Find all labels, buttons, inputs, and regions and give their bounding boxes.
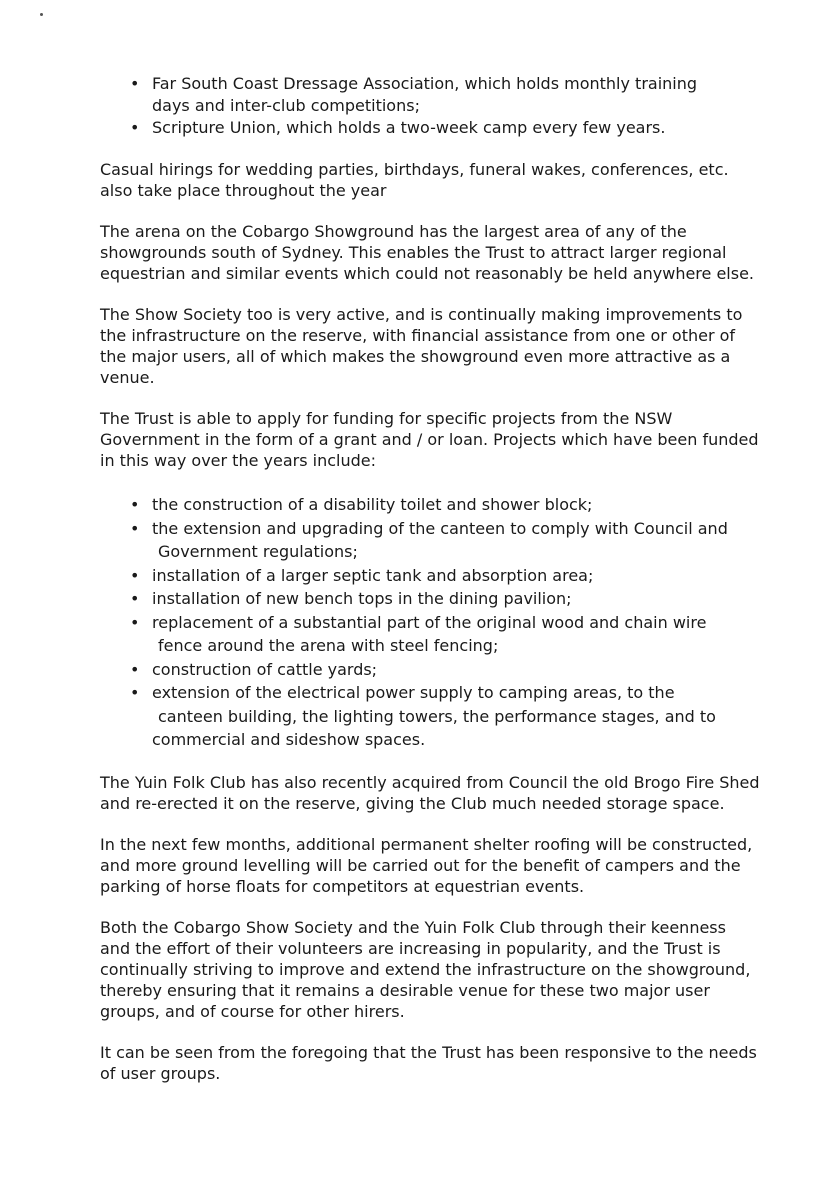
document-body bbox=[100, 73, 760, 1104]
paragraph-conclusion: It can be seen from the foregoing that the Trust has been responsive to the needs of user groups. bbox=[100, 1042, 757, 1083]
list-item-line: installation of new bench tops in the dining pavilion; bbox=[152, 589, 572, 608]
list-item-line: the construction of a disability toilet and shower block; bbox=[152, 495, 593, 514]
list-item bbox=[100, 564, 760, 588]
list-item-line: Far South Coast Dressage Association, which holds monthly training bbox=[152, 74, 698, 93]
list-item-line: days and inter-club competitions; bbox=[152, 96, 420, 115]
paragraph-next-months: In the next few months, additional permanent shelter roofing will be constructed, and more ground levelling will be carried out for the benefit of campers and the parking of horse floats for competitors at equestrian events. bbox=[100, 834, 753, 896]
list-item-line: the extension and upgrading of the canteen to comply with Council and bbox=[152, 518, 728, 538]
list-item bbox=[100, 493, 760, 517]
list-item-line: construction of cattle yards; bbox=[152, 659, 378, 679]
list-item-line: commercial and sideshow spaces. bbox=[152, 730, 426, 749]
list-item bbox=[100, 658, 760, 682]
user-groups-list bbox=[100, 73, 760, 139]
funded-projects-list bbox=[100, 493, 760, 752]
list-item-line: replacement of a substantial part of the original wood and chain wire bbox=[152, 612, 707, 632]
list-item-line: installation of a larger septic tank and absorption area; bbox=[152, 565, 594, 585]
list-item-line: Government regulations; bbox=[158, 542, 358, 561]
paragraph-show-society: The Show Society too is very active, and is continually making improvements to the infrastructure on the reserve, with financial assistance from one or other of the major users, all of which makes the showground even more attractive as a venue. bbox=[100, 305, 743, 387]
paragraph-funding: The Trust is able to apply for funding for specific projects from the NSW Government in the form of a grant and / or loan. Projects which have been funded in this way over the years include: bbox=[100, 409, 759, 470]
paragraph-casual-hirings: Casual hirings for wedding parties, birthdays, funeral wakes, conferences, etc. also take place throughout the year bbox=[100, 160, 729, 200]
list-item-line: canteen building, the lighting towers, the performance stages, and to bbox=[158, 706, 716, 726]
list-item bbox=[100, 587, 760, 611]
list-item bbox=[100, 611, 760, 658]
list-item bbox=[100, 681, 760, 752]
list-item-line: Scripture Union, which holds a two-week camp every few years. bbox=[152, 118, 666, 137]
list-item bbox=[100, 517, 760, 564]
list-item bbox=[100, 73, 760, 117]
list-item bbox=[100, 117, 760, 139]
paragraph-arena: The arena on the Cobargo Showground has the largest area of any of the showgrounds south of Sydney. This enables the Trust to attract larger regional equestrian and similar events which could not reasonably be held anywhere else. bbox=[100, 222, 755, 283]
paragraph-both-groups: Both the Cobargo Show Society and the Yuin Folk Club through their keenness and the effort of their volunteers are increasing in popularity, and the Trust is continually striving to improve and extend the infrastructure on the showground, thereby ensuring that it remains a desirable venue for these two major user groups, and of course for other hirers. bbox=[100, 917, 751, 1021]
list-item-line: extension of the electrical power supply to camping areas, to the bbox=[152, 683, 675, 702]
scan-speck bbox=[40, 13, 43, 16]
list-item-line: fence around the arena with steel fencing; bbox=[158, 636, 499, 655]
paragraph-folk-club: The Yuin Folk Club has also recently acquired from Council the old Brogo Fire Shed and re-erected it on the reserve, giving the Club much needed storage space. bbox=[100, 772, 760, 813]
